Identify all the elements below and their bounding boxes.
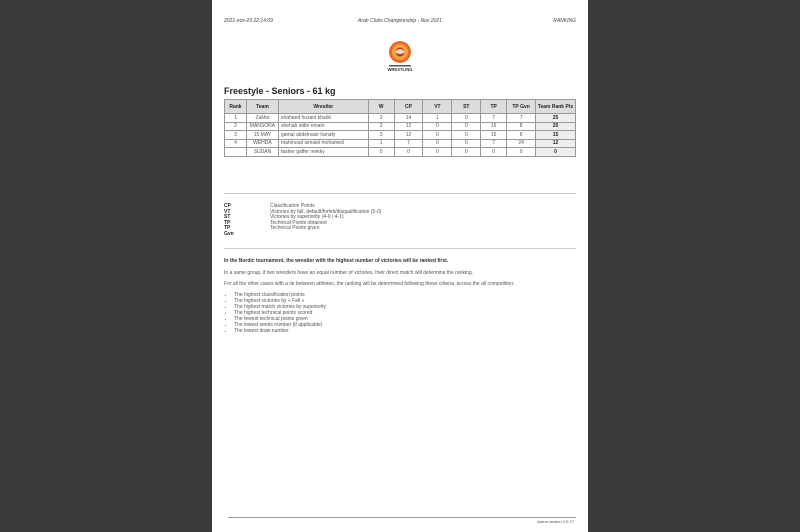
- cell-w: 1: [368, 139, 394, 148]
- cell-cp: 12: [394, 131, 423, 140]
- cell-tp: 7: [481, 114, 507, 123]
- table-body: [225, 114, 576, 157]
- cell-st: 0: [452, 148, 481, 157]
- cell-team-rank-pts: 25: [536, 114, 576, 123]
- cell-team: 15 MAY: [246, 131, 278, 140]
- criteria-item: • The highest victories by « Fall »: [234, 298, 576, 304]
- column-header-team: Team: [246, 100, 278, 114]
- header-datetime: 2021-nov-29 22:14:09: [224, 18, 273, 24]
- table-row: [225, 139, 576, 148]
- cell-tp-gvn: 8: [507, 122, 536, 131]
- criteria-item: • The highest match victories by superiority: [234, 304, 576, 310]
- cell-wrestler: shaheed husani khalid: [278, 114, 368, 123]
- cell-st: 0: [452, 131, 481, 140]
- cell-team: WEHDA: [246, 139, 278, 148]
- table-row: [225, 148, 576, 157]
- cell-rank: 4: [225, 139, 247, 148]
- logo-caption: WRESTLING: [387, 67, 413, 72]
- table-row: [225, 131, 576, 140]
- cell-tp-gvn: 7: [507, 114, 536, 123]
- cell-wrestler: mahmoud ismaiel mohamed: [278, 139, 368, 148]
- column-header-rank: Rank: [225, 100, 247, 114]
- criteria-item: • The highest technical points scored: [234, 310, 576, 316]
- cell-tp: 7: [481, 139, 507, 148]
- criteria-item: • The highest classification points: [234, 292, 576, 298]
- ranking-rules: [224, 258, 576, 334]
- criteria-item: • The lowest seeds number (if applicable): [234, 322, 576, 328]
- cell-st: 0: [452, 114, 481, 123]
- cell-rank: 1: [225, 114, 247, 123]
- legend-abbr: TP Gvn: [224, 225, 234, 237]
- ranking-table: [224, 99, 576, 157]
- cell-cp: 7: [394, 139, 423, 148]
- cell-tp: 16: [481, 122, 507, 131]
- column-header-wrestler: Wrestler: [278, 100, 368, 114]
- cell-wrestler: gamal abdelnasir hanafy: [278, 131, 368, 140]
- column-header-st: ST: [452, 100, 481, 114]
- cell-w: 3: [368, 122, 394, 131]
- footer-line: [228, 517, 576, 518]
- cell-rank: 3: [225, 131, 247, 140]
- cell-cp: 14: [394, 114, 423, 123]
- legend-abbr: TP: [224, 219, 231, 226]
- column-header-team-rank-pts: Team Rank Pts: [536, 100, 576, 114]
- cell-tp-gvn: 0: [507, 148, 536, 157]
- united-world-wrestling-logo: [386, 40, 414, 72]
- cell-team-rank-pts: 20: [536, 122, 576, 131]
- criteria-item: • The fewest technical points given: [234, 316, 576, 322]
- cell-wrestler: fasher gaffer mekky: [278, 148, 368, 157]
- legend-desc: Victories by superiority (4-0 / 4-1): [270, 214, 344, 221]
- cell-team-rank-pts: 0: [536, 148, 576, 157]
- cell-vt: 0: [423, 139, 452, 148]
- rule-same-group: In a same group, if two wrestlers have an equal number of victories, their direct match will determine the ranking.: [224, 270, 474, 276]
- column-header-tp: TP: [481, 100, 507, 114]
- criteria-list: [224, 292, 576, 334]
- report-page: [212, 0, 588, 532]
- legend-abbr: CP: [224, 203, 231, 209]
- divider: [224, 248, 576, 249]
- table-row: [225, 114, 576, 123]
- footer-version: Arena version 1.5.77: [537, 519, 574, 524]
- cell-tp: 0: [481, 148, 507, 157]
- cell-team-rank-pts: 15: [536, 131, 576, 140]
- section-title: Freestyle - Seniors - 61 kg: [224, 86, 336, 96]
- cell-w: 3: [368, 131, 394, 140]
- cell-vt: 0: [423, 131, 452, 140]
- cell-vt: 0: [423, 122, 452, 131]
- cell-rank: 2: [225, 122, 247, 131]
- legend-desc: Technical Points given: [270, 225, 320, 232]
- cell-cp: 0: [394, 148, 423, 157]
- legend-abbr: ST: [224, 214, 231, 221]
- cell-tp-gvn: 24: [507, 139, 536, 148]
- column-header-vt: VT: [423, 100, 452, 114]
- cell-wrestler: shehab eldin emam: [278, 122, 368, 131]
- cell-tp-gvn: 6: [507, 131, 536, 140]
- header-report-type: RANKING: [553, 18, 576, 24]
- rule-nordic: In the Nordic tournament, the wrestler with the highest number of victories will be ranked first.: [224, 258, 449, 264]
- cell-tp: 15: [481, 131, 507, 140]
- legend-desc: Technical Points obtained: [270, 219, 327, 226]
- cell-cp: 12: [394, 122, 423, 131]
- rule-other-cases: For all the other cases with a tie between athletes, the ranking will be determined following these criteria, across the all competition:: [224, 281, 515, 287]
- page-header: [224, 18, 576, 28]
- legend-desc: Victories by fall, default/forfeit/disqualification (5-0): [270, 208, 382, 215]
- criteria-item: • The lowest draw number: [234, 328, 576, 334]
- cell-w: 0: [368, 148, 394, 157]
- legend-desc: Classification Points: [270, 203, 315, 209]
- cell-rank: [225, 148, 247, 157]
- column-header-cp: CP: [394, 100, 423, 114]
- table-row: [225, 122, 576, 131]
- cell-vt: 1: [423, 114, 452, 123]
- cell-team: SUDAN: [246, 148, 278, 157]
- cell-vt: 0: [423, 148, 452, 157]
- cell-team: Zakho: [246, 114, 278, 123]
- table-header-row: [225, 100, 576, 114]
- divider: [224, 193, 576, 194]
- cell-team-rank-pts: 12: [536, 139, 576, 148]
- cell-st: 0: [452, 139, 481, 148]
- column-header-w: W: [368, 100, 394, 114]
- cell-st: 0: [452, 122, 481, 131]
- cell-team: MANSORA: [246, 122, 278, 131]
- legend-abbr: VT: [224, 208, 231, 215]
- header-event: Arab Clubs Championship - Nov 2021: [358, 18, 442, 24]
- cell-w: 3: [368, 114, 394, 123]
- column-header-tp-gvn: TP Gvn: [507, 100, 536, 114]
